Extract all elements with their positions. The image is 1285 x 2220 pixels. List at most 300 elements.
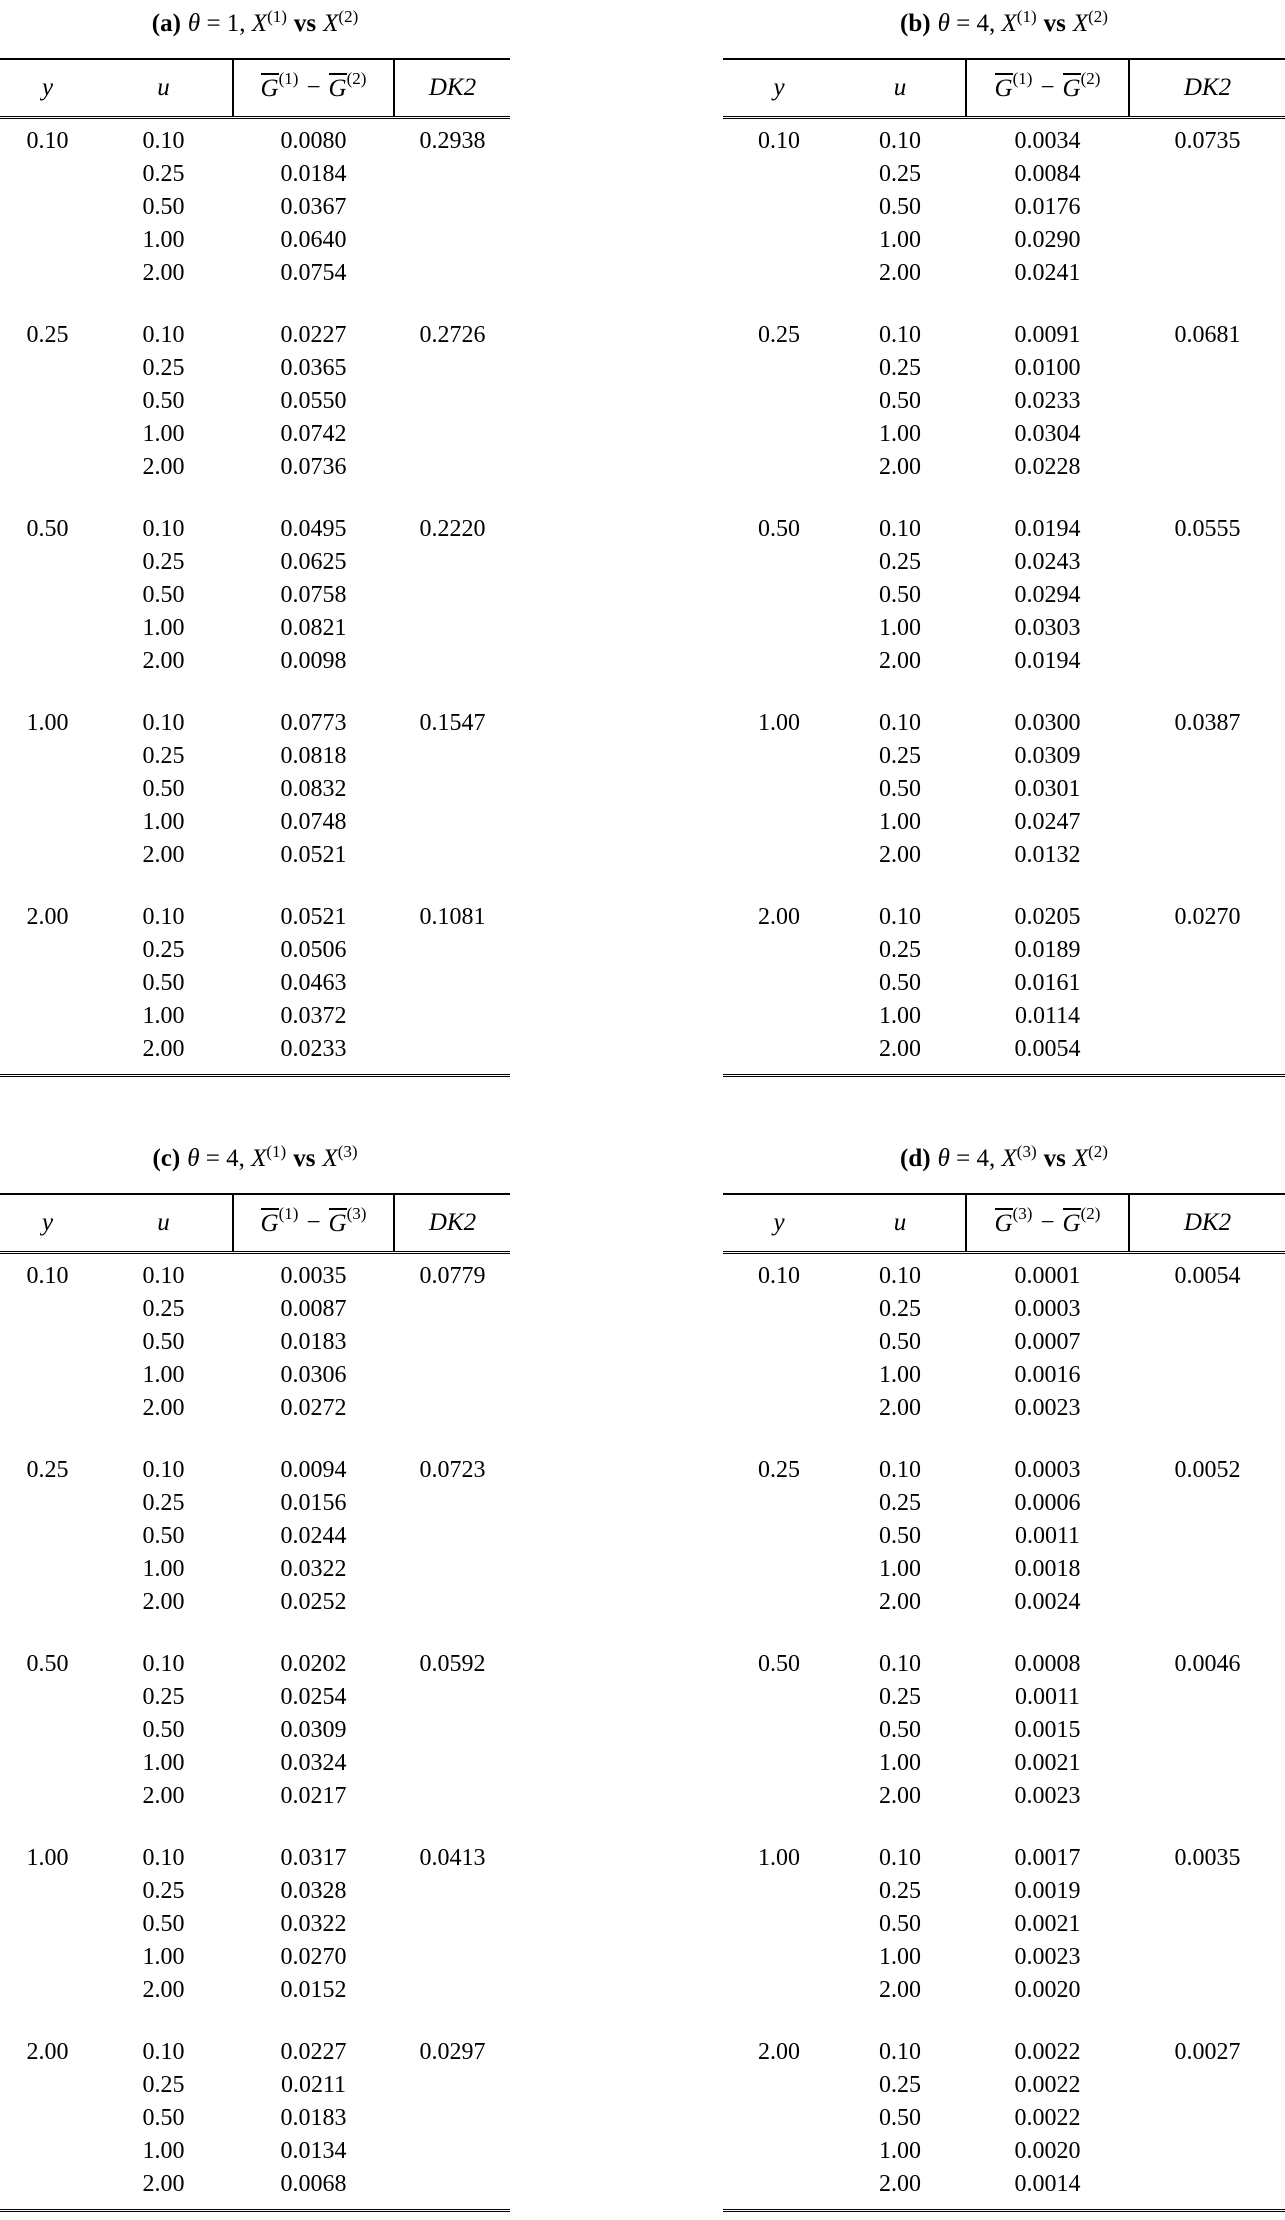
dk2-cell [395,839,510,872]
x-right: X [323,10,339,37]
u-cell: 0.25 [142,1490,185,1516]
dk2-cell [1130,806,1285,839]
x-left-sup: (1) [1016,7,1037,26]
gdiff-cell: 0.0023 [1014,1783,1081,1809]
gdiff-cell: 0.0068 [280,2171,347,2197]
y-cell: 1.00 [26,710,69,736]
gdiff-cell: 0.0017 [1014,1845,1081,1871]
bottom-double-rule [0,1074,510,1077]
gbar-left: G [260,75,279,103]
u-cell: 1.00 [879,1944,921,1970]
dk2-cell [395,451,510,484]
y-cell: 0.10 [26,1263,69,1289]
dk2-cell [395,191,510,224]
y-cell [723,773,835,806]
gdiff-cell: 0.0254 [280,1684,347,1710]
dk2-cell [1130,1520,1285,1553]
table-block [0,1454,510,1619]
table-c [0,1142,510,2212]
gdiff-cell: 0.0233 [280,1036,347,1062]
y-cell [723,1033,835,1066]
gdiff-cell: 0.0094 [280,1457,347,1483]
gdiff-cell: 0.0322 [280,1556,347,1582]
u-cell: 0.10 [142,516,185,542]
y-cell [0,773,95,806]
dk2-cell [395,612,510,645]
y-cell [723,806,835,839]
y-cell [0,451,95,484]
u-cell: 0.50 [879,1523,921,1549]
caption-label: (c) [152,1145,181,1172]
table-block [0,513,510,678]
y-cell [723,191,835,224]
gdiff-cell: 0.0227 [280,2039,347,2065]
gdiff-cell: 0.0243 [1014,549,1081,575]
u-cell: 2.00 [879,1977,921,2003]
dk2-cell [395,579,510,612]
gdiff-cell: 0.0301 [1014,776,1081,802]
u-cell: 1.00 [142,1003,185,1029]
u-cell: 0.10 [879,2039,921,2065]
bottom-double-rule [723,1074,1285,1077]
y-cell [0,1586,95,1619]
table-block [723,319,1285,484]
y-cell [723,1908,835,1941]
y-cell [0,1487,95,1520]
col-header-y: y [773,1209,785,1236]
dk2-cell [1130,2168,1285,2201]
dk2-cell: 0.0270 [1174,904,1241,930]
y-cell [723,2069,835,2102]
caption-label: (d) [900,1145,931,1172]
dk2-cell: 0.0052 [1174,1457,1241,1483]
theta-value: = 4, [949,10,1002,37]
u-cell: 0.25 [879,1878,921,1904]
vs-label: vs [293,10,317,37]
dk2-cell [395,1033,510,1066]
gdiff-cell: 0.0080 [280,128,347,154]
dk2-cell: 0.0027 [1174,2039,1241,2065]
dk2-cell [395,418,510,451]
u-cell: 2.00 [142,2171,185,2197]
y-cell [0,1875,95,1908]
dk2-cell [1130,352,1285,385]
dk2-cell [1130,1000,1285,1033]
col-header-dk2: DK2 [428,74,477,101]
u-cell: 2.00 [879,260,921,286]
gdiff-cell: 0.0290 [1014,227,1081,253]
y-cell [723,1359,835,1392]
y-cell [0,967,95,1000]
table-block [0,2036,510,2201]
y-cell [0,352,95,385]
dk2-cell: 0.0555 [1174,516,1241,542]
u-cell: 1.00 [879,1556,921,1582]
x-left: X [251,1145,267,1172]
table-block [0,707,510,872]
gdiff-cell: 0.0521 [280,842,347,868]
gdiff-cell: 0.0152 [280,1977,347,2003]
u-cell: 0.25 [879,1684,921,1710]
u-cell: 0.10 [879,516,921,542]
table-block [0,1260,510,1425]
y-cell [0,1326,95,1359]
u-cell: 1.00 [142,227,185,253]
u-cell: 0.10 [142,2039,185,2065]
u-cell: 0.10 [142,1845,185,1871]
y-cell: 0.50 [26,516,69,542]
u-cell: 0.50 [879,1329,921,1355]
gdiff-cell: 0.0821 [280,615,347,641]
dk2-cell [1130,1681,1285,1714]
dk2-cell: 0.0723 [419,1457,486,1483]
y-cell [0,1908,95,1941]
minus-sign: − [1040,1209,1055,1236]
gdiff-cell: 0.0506 [280,937,347,963]
col-header-gdiff: G $^{(3)}$ − G $^{(2)}$ [965,1195,1130,1251]
gdiff-cell: 0.0550 [280,388,347,414]
gdiff-cell: 0.0324 [280,1750,347,1776]
dk2-cell [395,1714,510,1747]
table-d [723,1142,1285,2212]
y-cell [0,645,95,678]
gdiff-cell: 0.0001 [1014,1263,1081,1289]
y-cell [0,740,95,773]
dk2-cell: 0.1547 [419,710,486,736]
dk2-cell [1130,967,1285,1000]
dk2-cell [1130,773,1285,806]
bottom-double-rule [0,2209,510,2212]
gdiff-cell: 0.0303 [1014,615,1081,641]
gdiff-cell: 0.0084 [1014,161,1081,187]
gdiff-cell: 0.0194 [1014,516,1081,542]
minus-sign: − [306,1209,321,1236]
u-cell: 0.25 [879,2072,921,2098]
u-cell: 1.00 [142,421,185,447]
gdiff-cell: 0.0091 [1014,322,1081,348]
u-cell: 1.00 [879,615,921,641]
dk2-cell [395,967,510,1000]
y-cell: 2.00 [758,904,800,930]
y-cell [0,191,95,224]
dk2-cell [1130,1747,1285,1780]
y-cell [723,418,835,451]
gdiff-cell: 0.0294 [1014,582,1081,608]
y-cell [0,158,95,191]
u-cell: 0.50 [142,194,185,220]
table-block [723,1842,1285,2007]
x-right-sup: (2) [1088,7,1108,26]
y-cell: 2.00 [758,2039,800,2065]
u-cell: 2.00 [142,842,185,868]
y-cell [0,2102,95,2135]
table-body [723,1254,1285,2209]
gdiff-cell: 0.0227 [280,322,347,348]
table-block [0,1648,510,1813]
gdiff-cell: 0.0309 [280,1717,347,1743]
dk2-cell: 0.2938 [419,128,486,154]
dk2-cell [395,1780,510,1813]
gdiff-cell: 0.0035 [280,1263,347,1289]
dk2-cell [395,1359,510,1392]
u-cell: 2.00 [879,1589,921,1615]
dk2-cell [395,1586,510,1619]
dk2-cell [395,1326,510,1359]
dk2-cell [1130,1553,1285,1586]
gdiff-cell: 0.0365 [280,355,347,381]
gdiff-cell: 0.0034 [1014,128,1081,154]
gdiff-cell: 0.0114 [1014,1003,1081,1029]
col-header-u: u [157,74,170,101]
y-cell: 0.25 [758,322,800,348]
y-cell [723,934,835,967]
gdiff-cell: 0.0228 [1014,454,1081,480]
u-cell: 0.50 [879,1717,921,1743]
table-header-row [0,60,510,116]
y-cell [723,2102,835,2135]
gdiff-cell: 0.0317 [280,1845,347,1871]
u-cell: 1.00 [879,1003,921,1029]
caption-label: (a) [151,10,181,37]
dk2-cell [1130,2135,1285,2168]
dk2-cell [1130,1487,1285,1520]
gbar-right: G [1062,1210,1081,1238]
u-cell: 0.10 [142,904,185,930]
u-cell: 2.00 [142,1036,185,1062]
y-cell [723,1000,835,1033]
dk2-cell [1130,1780,1285,1813]
y-cell [723,1392,835,1425]
y-cell [723,1714,835,1747]
u-cell: 0.50 [142,1523,185,1549]
u-cell: 0.25 [879,937,921,963]
gdiff-cell: 0.0008 [1014,1651,1081,1677]
u-cell: 0.25 [142,1296,185,1322]
y-cell: 1.00 [758,710,800,736]
dk2-cell [1130,1586,1285,1619]
gdiff-cell: 0.0252 [280,1589,347,1615]
gdiff-cell: 0.0742 [280,421,347,447]
u-cell: 0.10 [879,904,921,930]
gdiff-cell: 0.0272 [280,1395,347,1421]
gdiff-cell: 0.0202 [280,1651,347,1677]
gbar-right: G [1062,75,1081,103]
gdiff-cell: 0.0183 [280,2105,347,2131]
dk2-cell [395,1974,510,2007]
dk2-cell: 0.0779 [419,1263,486,1289]
theta-symbol: θ [187,1145,200,1172]
dk2-cell: 0.0035 [1174,1845,1241,1871]
y-cell [0,418,95,451]
y-cell [0,257,95,290]
gdiff-cell: 0.0241 [1014,260,1081,286]
dk2-cell [1130,579,1285,612]
gdiff-cell: 0.0020 [1014,1977,1081,2003]
theta-value: = 1, [200,10,252,37]
gdiff-cell: 0.0183 [280,1329,347,1355]
dk2-cell: 0.0735 [1174,128,1241,154]
table-block [0,1842,510,2007]
gdiff-cell: 0.0328 [280,1878,347,1904]
theta-value: = 4, [949,1145,1002,1172]
data-table [0,58,510,1077]
y-cell [0,1974,95,2007]
col-header-gdiff: G $^{(1)}$ − G $^{(2)}$ [232,60,395,116]
u-cell: 1.00 [142,1750,185,1776]
u-cell: 1.00 [879,1750,921,1776]
x-left-sup: (1) [267,7,287,26]
u-cell: 1.00 [879,227,921,253]
u-cell: 0.10 [879,1457,921,1483]
u-cell: 0.50 [142,1717,185,1743]
u-cell: 0.25 [879,1296,921,1322]
u-cell: 1.00 [142,615,185,641]
col-header-y: y [41,74,54,101]
u-cell: 1.00 [879,421,921,447]
y-cell [723,1326,835,1359]
dk2-cell [395,1875,510,1908]
gdiff-cell: 0.0156 [280,1490,347,1516]
gdiff-cell: 0.0098 [280,648,347,674]
u-cell: 0.10 [879,128,921,154]
dk2-cell [1130,191,1285,224]
data-table [723,1193,1285,2212]
gdiff-cell: 0.0021 [1014,1911,1081,1937]
y-cell: 0.50 [758,516,800,542]
u-cell: 2.00 [142,1395,185,1421]
table-body [0,1254,510,2209]
table-block [0,901,510,1066]
u-cell: 0.50 [142,1911,185,1937]
theta-symbol: θ [937,1145,950,1172]
gdiff-cell: 0.0818 [280,743,347,769]
u-cell: 0.50 [142,388,185,414]
u-cell: 2.00 [879,1783,921,1809]
u-cell: 0.10 [142,322,185,348]
dk2-cell [395,158,510,191]
y-cell [723,1553,835,1586]
table-body [0,119,510,1074]
dk2-cell [395,773,510,806]
gdiff-cell: 0.0006 [1014,1490,1081,1516]
dk2-cell: 0.0297 [419,2039,486,2065]
gbar-left: G [994,1210,1013,1238]
gdiff-cell: 0.0832 [280,776,347,802]
vs-label: vs [1043,10,1066,37]
minus-sign: − [1040,74,1055,101]
gdiff-cell: 0.0754 [280,260,347,286]
y-cell [723,967,835,1000]
y-cell: 0.10 [758,128,800,154]
gdiff-cell: 0.0003 [1014,1296,1081,1322]
u-cell: 1.00 [879,809,921,835]
y-cell [723,385,835,418]
u-cell: 2.00 [142,454,185,480]
u-cell: 2.00 [879,1395,921,1421]
gdiff-cell: 0.0134 [280,2138,347,2164]
dk2-cell [1130,451,1285,484]
col-header-dk2: DK2 [1183,74,1232,101]
dk2-cell [1130,612,1285,645]
gdiff-cell: 0.0758 [280,582,347,608]
gdiff-cell: 0.0217 [280,1783,347,1809]
y-cell [723,158,835,191]
gdiff-cell: 0.0132 [1014,842,1081,868]
table-block [723,1648,1285,1813]
theta-symbol: θ [937,10,950,37]
y-cell [0,1293,95,1326]
x-left-sup: (1) [266,1142,287,1161]
gdiff-cell: 0.0205 [1014,904,1081,930]
u-cell: 0.25 [879,743,921,769]
dk2-cell [395,546,510,579]
y-cell [0,2069,95,2102]
gdiff-cell: 0.0007 [1014,1329,1081,1355]
u-cell: 0.10 [142,1263,185,1289]
table-header-row [723,60,1285,116]
gdiff-cell: 0.0736 [280,454,347,480]
y-cell [723,2135,835,2168]
y-cell [0,1780,95,1813]
dk2-cell [1130,1974,1285,2007]
x-right: X [1072,1145,1089,1172]
y-cell: 0.10 [758,1263,800,1289]
table-block [723,125,1285,290]
table-header-row [723,1195,1285,1251]
dk2-cell [1130,385,1285,418]
u-cell: 1.00 [142,1556,185,1582]
dk2-cell [395,1681,510,1714]
y-cell [0,1359,95,1392]
y-cell [723,612,835,645]
u-cell: 0.10 [142,128,185,154]
u-cell: 0.10 [142,710,185,736]
dk2-cell [1130,1033,1285,1066]
u-cell: 2.00 [142,1977,185,2003]
table-b [723,7,1285,1077]
u-cell: 0.25 [879,1490,921,1516]
dk2-cell [395,1000,510,1033]
data-table [0,1193,510,2212]
y-cell: 0.25 [26,322,69,348]
theta-value: = 4, [199,1145,252,1172]
gdiff-cell: 0.0247 [1014,809,1081,835]
y-cell [0,1714,95,1747]
y-cell: 1.00 [26,1845,69,1871]
u-cell: 0.25 [879,355,921,381]
dk2-cell [1130,546,1285,579]
dk2-cell [1130,1293,1285,1326]
u-cell: 0.50 [142,970,185,996]
x-left: X [1001,1145,1017,1172]
minus-sign: − [306,74,321,101]
gdiff-cell: 0.0189 [1014,937,1081,963]
y-cell: 2.00 [26,904,69,930]
u-cell: 0.50 [879,970,921,996]
gdiff-cell: 0.0020 [1014,2138,1081,2164]
u-cell: 0.10 [142,1651,185,1677]
u-cell: 0.50 [879,776,921,802]
gdiff-cell: 0.0233 [1014,388,1081,414]
u-cell: 0.25 [142,743,185,769]
y-cell [0,1033,95,1066]
y-cell [723,1875,835,1908]
dk2-cell [395,257,510,290]
u-cell: 0.50 [879,2105,921,2131]
dk2-cell: 0.1081 [419,904,486,930]
y-cell [723,2168,835,2201]
table-block [723,2036,1285,2201]
